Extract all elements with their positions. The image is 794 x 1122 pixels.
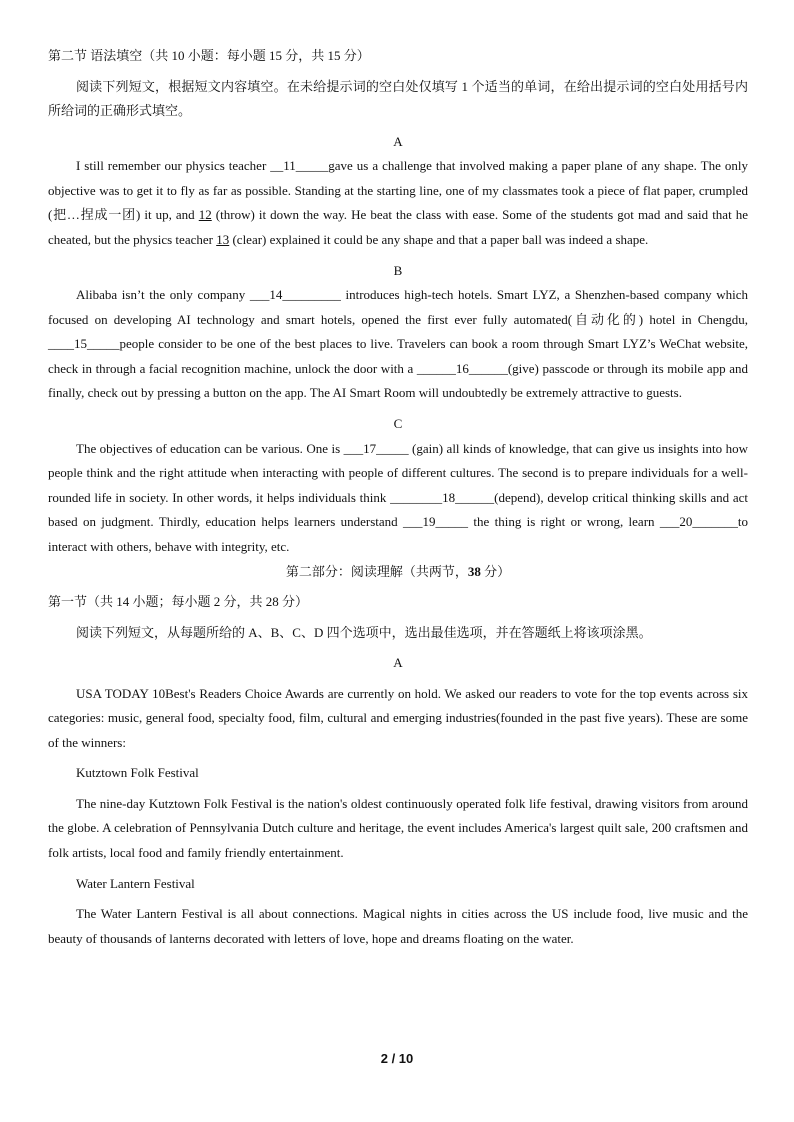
passage-a-text-1: I still remember our physics teacher __11_____gave us a challenge that involved making a paper plane of any shape. The only objective was to get it to fly as far as possible. Standing at the starting line, one of my classmates took a piece of flat paper, crumpled (把…捏成一团) it up, and bbox=[48, 158, 748, 223]
page-number: 2 / 10 bbox=[380, 1051, 414, 1066]
item-title-water-lantern: Water Lantern Festival bbox=[76, 875, 195, 891]
grammar-passage-c: The objectives of education can be various. One is ___17_____ (gain) all kinds of knowledge, that can give us insights into how people think and the right attitude when interacting with people of different cultures. The second is to prepare individuals for a well-rounded life in society. In other words, it helps individuals think ________18______(depend), develop critical thinking skills and act based on judgment. Thirdly, education helps learners understand ___19_____ the thing is right or wrong, learn ___20_______to interact with others, behave with integrity, etc. bbox=[48, 440, 748, 554]
reading-passage-intro: USA TODAY 10Best's Readers Choice Awards are currently on hold. We asked our readers to vote for the top events across six categories: music, general food, specialty food, film, cultural and emerging industries(founded in the past five years). These are some of the winners: bbox=[48, 685, 748, 750]
passage-label-b: B bbox=[393, 262, 403, 278]
passage-a-text-2: (throw) it down the way. He beat the class with ease. Some of the students got mad and said that he cheated, but the physics teacher bbox=[48, 207, 749, 247]
part-heading-prefix: 第二部分：阅读理解（共两节， bbox=[285, 563, 468, 579]
blank-12: 12 bbox=[198, 207, 212, 223]
grammar-instruction: 阅读下列短文，根据短文内容填空。在未给提示词的空白处仅填写 1 个适当的单词，在给出提示词的空白处用括号内所给词的正确形式填空。 bbox=[48, 78, 748, 119]
grammar-passage-b: Alibaba isn’t the only company ___14_________ introduces high-tech hotels. Smart LYZ, a Shenzhen-based company which focused on developing AI technology and smart hotels, opened the first ever fully automated(自动化的) hotel in Chengdu, ____15_____people consider to be one of the best places to live. Travelers can book a room through Smart LYZ’s WeChat website, check in through a facial recognition machine, unlock the door with a ______16______(give) passcode or through its mobile app and finally, check out by pressing a button on the app. The AI Smart Room will undoubtedly be extremely attractive to guests. bbox=[48, 287, 748, 401]
item-title-kutztown: Kutztown Folk Festival bbox=[76, 765, 199, 781]
part-heading-score: 38 bbox=[467, 563, 481, 579]
item-text-kutztown: The nine-day Kutztown Folk Festival is the nation's oldest continuously operated folk life festival, drawing visitors from around the globe. A celebration of Pennsylvania Dutch culture and heritage, the event includes America's largest quilt sale, 200 craftsmen and folk artists, local food and family friendly entertainment. bbox=[48, 795, 748, 861]
reading-instruction: 阅读下列短文，从每题所给的 A、B、C、D 四个选项中，选出最佳选项，并在答题纸上将该项涂黑。 bbox=[76, 624, 652, 640]
passage-label-c: C bbox=[393, 416, 403, 432]
section-heading-one: 第一节（共 14 小题；每小题 2 分，共 28 分） bbox=[48, 594, 309, 609]
part-heading-suffix: 分） bbox=[480, 563, 511, 579]
grammar-passage-a bbox=[48, 154, 748, 252]
blank-13: 13 bbox=[216, 231, 230, 247]
passage-a-text-3: (clear) explained it could be any shape and that a paper ball was indeed a shape. bbox=[229, 231, 649, 247]
section-heading-grammar: 第二节 语法填空（共 10 小题：每小题 15 分，共 15 分） bbox=[48, 48, 370, 63]
reading-passage-label-a: A bbox=[393, 655, 403, 671]
item-text-water-lantern: The Water Lantern Festival is all about connections. Magical nights in cities across the US include food, live music and the beauty of thousands of lanterns decorated with letters of love, hope and dreams floating on the water. bbox=[48, 906, 748, 946]
document-page bbox=[48, 44, 748, 951]
part-heading-reading bbox=[48, 560, 748, 585]
passage-label-a: A bbox=[393, 133, 403, 149]
